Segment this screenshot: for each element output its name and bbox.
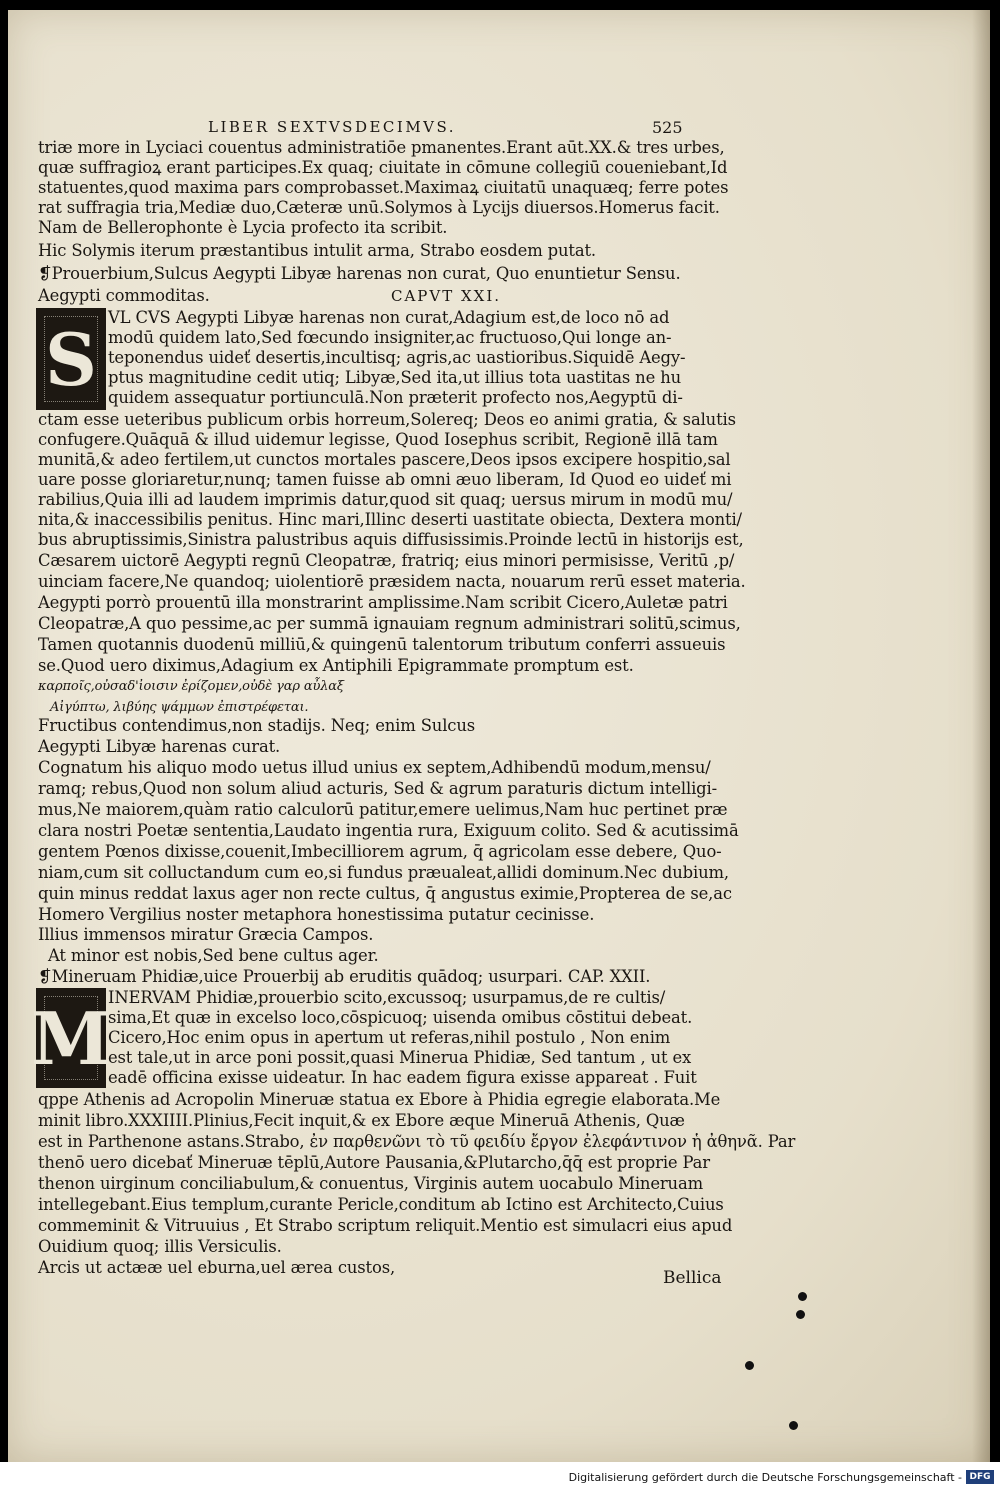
text-line: munitā,& adeo fertilem,ut cunctos mortales pascere,Deos ipsos excipere hospitio,sal [38, 450, 731, 469]
greek-verse: καρποῖς,οὐσαδ'ἰοισιν ἐρίζομεν,οὐδὲ γαρ αὖλαξ [38, 679, 344, 694]
page-edge-shadow [972, 10, 990, 1462]
binding-hole [789, 1421, 798, 1430]
text-line: uare posse gloriaretur,nunq; tamen fuisse ab omni æuo liberam, Id Quod eo uideť mi [38, 470, 732, 489]
text-line: Aegypti Libyæ harenas curat. [38, 737, 281, 756]
decorated-initial-m: M [36, 988, 106, 1088]
text-line: Fructibus contendimus,non stadijs. Neq; enim Sulcus [38, 716, 475, 735]
folio-number: 525 [652, 118, 683, 137]
chapter-heading: ❡Mineruam Phidiæ,uice Prouerbij ab eruditis quādoq; usurpari. CAP. XXII. [38, 967, 651, 986]
binding-hole [798, 1292, 807, 1301]
text-line: thenon uirginum conciliabulum,& conuentus, Virginis autem uocabulo Mineruam [38, 1174, 703, 1193]
catchword: Bellica [663, 1268, 722, 1288]
text-line: confugere.Quāquā & illud uidemur legisse, Quod Iosephus scribit, Regionē illā tam [38, 430, 718, 449]
dfg-logo: DFG [966, 1470, 994, 1484]
text-line: Aegypti porrò prouentū illa monstrarint amplissime.Nam scribit Cicero,Auletæ patri [38, 593, 728, 612]
running-head: LIBER SEXTVSDECIMVS. [208, 118, 457, 136]
text-line: bus abruptissimis,Sinistra palustribus aquis diffusissimis.Proinde lectū in historijs est, [38, 530, 744, 549]
chapter-heading: ❡Prouerbium,Sulcus Aegypti Libyæ harenas non curat, Quo enuntietur Sensu. [38, 264, 681, 283]
text-line: ptus magnitudine cedit utiq; Libyæ,Sed ita,ut illius tota uastitas ne hu [108, 368, 682, 387]
text-line: quæ suffragioꝝ erant participes.Ex quaq; ciuitate in cōmune collegiū coueniebant,Id [38, 158, 728, 177]
text-line: INERVAM Phidiæ,prouerbio scito,excussoq; usurpamus,de re cultis/ [108, 988, 666, 1007]
text-line: clara nostri Poetæ sententia,Laudato ingentia rura, Exiguum colito. Sed & acutissimā [38, 821, 739, 840]
text-line: Tamen quotannis duodenū milliū,& quingenū talentorum tributum conferri assueuis [38, 635, 726, 654]
text-line: Cicero,Hoc enim opus in apertum ut referas,nihil postulo , Non enim [108, 1028, 671, 1047]
binding-hole [745, 1361, 754, 1370]
text-line: thenō uero dicebať Mineruæ tēplū,Autore Pausania,&Plutarcho,q̄q̄ est proprie Par [38, 1153, 710, 1172]
text-line: intellegebant.Eius templum,curante Pericle,conditum ab Ictino est Architecto,Cuius [38, 1195, 724, 1214]
verse-line: Illius immensos miratur Græcia Campos. [38, 925, 374, 944]
text-line: ramq; rebus,Quod non solum aliud acturis, Sed & agrum paraturis dictum intelligi- [38, 779, 717, 798]
text-line: Ouidium quoq; illis Versiculis. [38, 1237, 282, 1256]
text-line: se.Quod uero diximus,Adagium ex Antiphili Epigrammate promptum est. [38, 656, 634, 675]
greek-verse: Αἰγύπτω, λιβύης ψάμμων ἐπιστρέφεται. [50, 700, 309, 715]
text-line: Hic Solymis iterum præstantibus intulit arma, Strabo eosdem putat. [38, 241, 596, 260]
text-line: Homero Vergilius noster metaphora honestissima putatur cecinisse. [38, 905, 595, 924]
text-line: quin minus reddat laxus ager non recte cultus, q̄ angustus eximie,Propterea de se,ac [38, 884, 732, 903]
text-line: Cleopatræ,A quo pessime,ac per summā ignauiam regnum administrari solitū,scimus, [38, 614, 741, 633]
decorated-initial-s: S [36, 308, 106, 410]
funding-credit: Digitalisierung gefördert durch die Deutsche Forschungsgemeinschaft - [568, 1471, 962, 1484]
text-line: modū quidem lato,Sed fœcundo insigniter,ac fructuoso,Qui longe an- [108, 328, 672, 347]
text-line: quidem assequatur portiunculā.Non præterit profecto nos,Aegyptū di- [108, 388, 683, 407]
text-line: Cognatum his aliquo modo uetus illud unius ex septem,Adhibendū modum,mensu/ [38, 758, 711, 777]
chapter-label: CAPVT XXI. [391, 287, 502, 305]
book-page [8, 10, 990, 1462]
text-line: est in Parthenone astans.Strabo, ἐν παρθενῶνι τὸ τῦ φειδίυ ἔργον ἐλεφάντινον ἡ ἀθηνᾶ. Par [38, 1132, 796, 1151]
text-line: sima,Et quæ in excelso loco,cōspicuoq; uisenda omibus cōstitui debeat. [108, 1008, 693, 1027]
text-line: est tale,ut in arce poni possit,quasi Minerua Phidiæ, Sed tantum , ut ex [108, 1048, 692, 1067]
text-line: statuentes,quod maxima pars comprobasset.Maximaꝝ ciuitatū unaquæq; ferre potes [38, 178, 729, 197]
text-line: rabilius,Quia illi ad laudem imprimis datur,quod sit quaq; uersus mirum in modū mu/ [38, 490, 733, 509]
chapter-heading: Aegypti commoditas. [38, 286, 210, 305]
text-line: teponendus uideť desertis,incultisq; agris,ac uastioribus.Siquidē Aegy- [108, 348, 686, 367]
text-line: niam,cum sit colluctandum cum eo,si fundus præualeat,allidi dominum.Nec dubium, [38, 863, 729, 882]
text-line: Nam de Bellerophonte è Lycia profecto ita scribit. [38, 218, 448, 237]
binding-hole [796, 1310, 805, 1319]
text-line: commeminit & Vitruuius , Et Strabo scriptum reliquit.Mentio est simulacri eius apud [38, 1216, 733, 1235]
text-line: triæ more in Lyciaci couentus administratiōe pmanentes.Erant aūt.XX.& tres urbes, [38, 138, 725, 157]
text-line: eadē officina exisse uideatur. In hac eadem figura exisse appareat . Fuit [108, 1068, 697, 1087]
text-line: uinciam facere,Ne quandoq; uiolentiorē præsidem nacta, nouarum rerū esset materia. [38, 572, 746, 591]
verse-line: At minor est nobis,Sed bene cultus ager. [48, 946, 379, 965]
text-line: rat suffragia tria,Mediæ duo,Cæteræ unū.Solymos à Lycijs diuersos.Homerus facit. [38, 198, 720, 217]
text-line: gentem Pœnos dixisse,couenit,Imbecilliorem agrum, q̄ agricolam esse debere, Quo- [38, 842, 722, 861]
text-line: VL CVS Aegypti Libyæ harenas non curat,Adagium est,de loco nō ad [108, 308, 670, 327]
text-line: minit libro.XXXIIII.Plinius,Fecit inquit,& ex Ebore æque Mineruā Athenis, Quæ [38, 1111, 685, 1130]
footer-bar [0, 1462, 1000, 1492]
text-line: mus,Ne maiorem,quàm ratio calculorū patitur,emere uelimus,Nam huc pertinet præ [38, 800, 728, 819]
text-line: qppe Athenis ad Acropolin Mineruæ statua ex Ebore à Phidia egregie elaborata.Me [38, 1090, 721, 1109]
verse-line: Arcis ut actææ uel eburna,uel ærea custos, [38, 1258, 396, 1277]
text-line: ctam esse ueteribus publicum orbis horreum,Solereq; Deos eo animi gratia, & salutis [38, 410, 736, 429]
text-line: Cæsarem uictorē Aegypti regnū Cleopatræ, fratriq; eius minori permisisse, Veritū ,p/ [38, 551, 735, 570]
text-line: nita,& inaccessibilis penitus. Hinc mari,Illinc deserti uastitate obiecta, Dextera monti/ [38, 510, 742, 529]
